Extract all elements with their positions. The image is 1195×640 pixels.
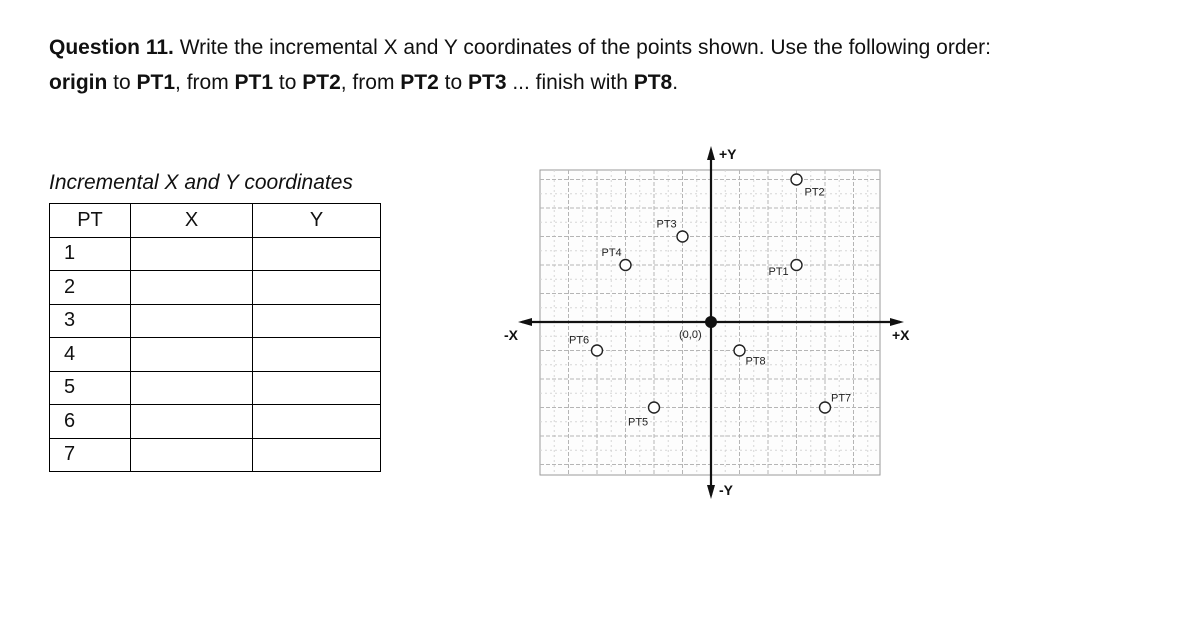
- point-marker-pt4: [620, 260, 631, 271]
- term-origin: origin: [49, 71, 108, 94]
- point-marker-pt5: [649, 402, 660, 413]
- row-number: 6: [50, 405, 131, 439]
- axis-label-pos-x: +X: [892, 327, 910, 343]
- arrow-neg-x-icon: [518, 318, 532, 326]
- word-from: , from: [175, 71, 235, 94]
- point-label-pt2: PT2: [804, 186, 825, 199]
- point-label-pt4: PT4: [601, 247, 622, 259]
- x-answer-cell[interactable]: [131, 304, 253, 338]
- table-row: [50, 438, 381, 472]
- x-answer-cell[interactable]: [131, 371, 253, 405]
- axis-label-neg-y: -Y: [719, 482, 733, 498]
- word-to: to: [438, 71, 468, 94]
- question-instruction: Write the incremental X and Y coordinates of the points shown. Use the following order:: [173, 36, 991, 59]
- header-y: Y: [253, 204, 381, 238]
- x-answer-cell[interactable]: [131, 338, 253, 372]
- word-to: to: [273, 71, 303, 94]
- coordinates-table: [49, 203, 381, 472]
- term-pt2: PT2: [302, 71, 341, 94]
- x-answer-cell[interactable]: [131, 438, 253, 472]
- axis-label-neg-x: -X: [504, 327, 518, 343]
- table-row: [50, 304, 381, 338]
- table-row: [50, 271, 381, 305]
- word-from: , from: [340, 71, 401, 94]
- point-marker-pt2: [791, 174, 802, 185]
- point-marker-pt6: [592, 345, 603, 356]
- y-answer-cell[interactable]: [253, 237, 381, 271]
- point-label-pt5: PT5: [628, 416, 649, 429]
- term-pt1b: PT1: [234, 71, 274, 94]
- point-marker-pt7: [820, 402, 831, 413]
- y-answer-cell[interactable]: [253, 405, 381, 439]
- axis-label-pos-y: +Y: [719, 146, 737, 162]
- table-row: [50, 371, 381, 405]
- word-to: to: [107, 71, 137, 94]
- point-marker-pt8: [734, 345, 745, 356]
- arrow-pos-y-icon: [707, 146, 715, 160]
- period: .: [672, 71, 679, 94]
- y-answer-cell[interactable]: [253, 304, 381, 338]
- y-answer-cell[interactable]: [253, 271, 381, 305]
- point-label-pt8: PT8: [745, 355, 766, 368]
- table-header-row: [50, 204, 381, 238]
- table-row: [50, 405, 381, 439]
- x-answer-cell[interactable]: [131, 237, 253, 271]
- table-row: [50, 338, 381, 372]
- term-pt2b: PT2: [400, 71, 439, 94]
- arrow-pos-x-icon: [890, 318, 904, 326]
- origin-dot: [705, 316, 717, 328]
- question-number: Question 11.: [49, 36, 174, 59]
- arrow-neg-y-icon: [707, 485, 715, 499]
- table-caption: Incremental X and Y coordinates: [49, 171, 353, 194]
- term-pt8: PT8: [633, 71, 673, 94]
- point-label-pt1: PT1: [768, 266, 789, 278]
- header-pt: PT: [50, 204, 131, 238]
- origin-label: (0,0): [679, 329, 702, 341]
- word-finish: ... finish with: [506, 71, 634, 94]
- row-number: 1: [50, 237, 131, 271]
- coordinate-grid: [500, 140, 920, 505]
- row-number: 3: [50, 304, 131, 338]
- row-number: 2: [50, 271, 131, 305]
- table-row: [50, 237, 381, 271]
- x-answer-cell[interactable]: [131, 405, 253, 439]
- y-answer-cell[interactable]: [253, 338, 381, 372]
- y-answer-cell[interactable]: [253, 438, 381, 472]
- y-answer-cell[interactable]: [253, 371, 381, 405]
- row-number: 5: [50, 371, 131, 405]
- point-label-pt7: PT7: [831, 392, 852, 405]
- point-marker-pt1: [791, 260, 802, 271]
- row-number: 4: [50, 338, 131, 372]
- question-text: [49, 30, 1169, 100]
- point-marker-pt3: [677, 231, 688, 242]
- term-pt1: PT1: [136, 71, 176, 94]
- row-number: 7: [50, 438, 131, 472]
- x-answer-cell[interactable]: [131, 271, 253, 305]
- point-label-pt6: PT6: [569, 334, 590, 347]
- term-pt3: PT3: [467, 71, 507, 94]
- point-label-pt3: PT3: [656, 218, 677, 231]
- header-x: X: [131, 204, 253, 238]
